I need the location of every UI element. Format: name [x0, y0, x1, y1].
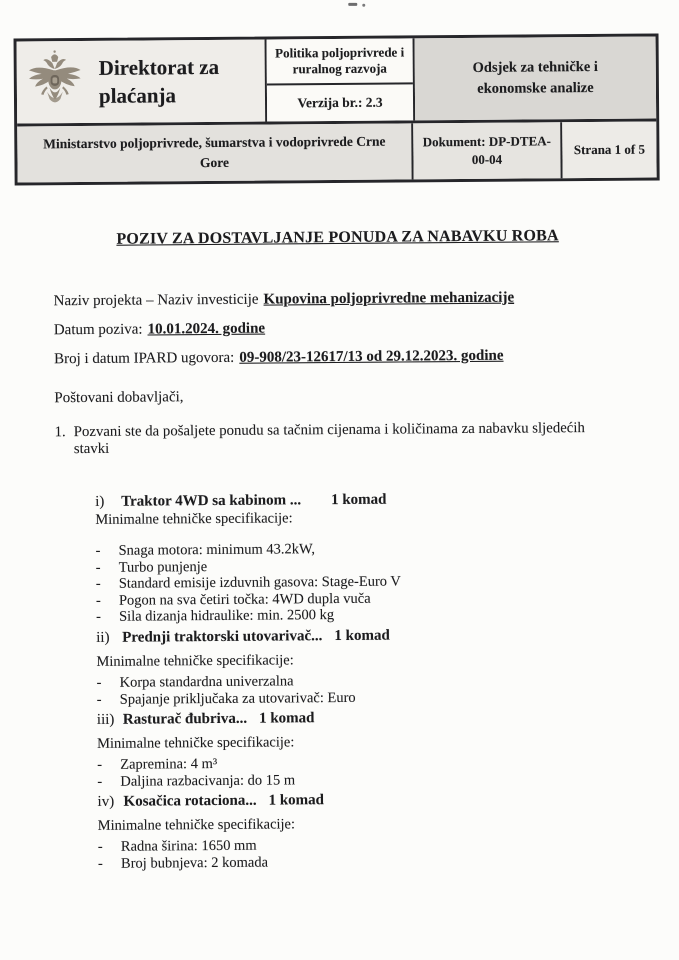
department-line2: ekonomske analize: [477, 79, 594, 97]
item-utovarivac: [96, 626, 626, 708]
project-name-label: Naziv projekta – Naziv investicije: [53, 291, 259, 310]
item-header: [96, 626, 625, 647]
ministry-cell: [17, 123, 413, 182]
coat-of-arms-icon: [25, 46, 86, 118]
item-name: Traktor 4WD sa kabinom ...: [121, 492, 302, 510]
spec-list: [97, 753, 626, 790]
spec-line: - Zapremina: 4 m³: [97, 753, 626, 774]
spec-line: - Broj bubnjeva: 2 komada: [98, 852, 627, 873]
header-table: [14, 33, 660, 185]
policy-cell: [267, 38, 413, 86]
contract-line: [54, 347, 623, 368]
instruction-line: [55, 420, 624, 458]
document-number-cell: [413, 122, 562, 179]
instruction-number: 1.: [54, 424, 66, 441]
spec-label: Minimalne tehničke specifikacije:: [97, 816, 296, 835]
document-number-line1: Dokument: DP-DTEA-: [422, 133, 551, 150]
item-numeral: iii): [96, 711, 115, 729]
department-line1: Odsjek za tehničke i: [472, 58, 598, 76]
policy-version-cell: [267, 38, 416, 121]
item-header: [97, 708, 626, 729]
spec-line: - Turbo punjenje: [96, 555, 625, 576]
item-traktor: [95, 490, 625, 626]
page-number-cell: [562, 122, 656, 179]
ministry-line1: Ministarstvo poljoprivrede, šumarstva i vodoprivrede Crne: [43, 133, 386, 152]
header-row-1: [17, 37, 657, 127]
policy-line1: Politika poljoprivrede i: [275, 44, 405, 61]
salutation: Poštovani dobavljači,: [54, 389, 184, 407]
item-name: Rasturač đubriva...: [122, 710, 248, 728]
org-name-line1: Direktorat za: [98, 54, 220, 80]
document-title: POZIV ZA DOSTAVLJANJE PONUDA ZA NABAVKU ROBA: [116, 227, 559, 248]
call-date-value: 10.01.2024. godine: [147, 320, 266, 338]
spec-line: - Pogon na sva četiri točka: 4WD dupla vuča: [96, 589, 625, 610]
spec-line: - Spajanje priključaka za utovarivač: Euro: [97, 687, 626, 708]
spec-label: Minimalne tehničke specifikacije:: [96, 652, 294, 670]
spec-line: - Korpa standardna univerzalna: [97, 671, 626, 692]
spec-line: - Daljina razbacivanja: do 15 m: [97, 770, 626, 791]
scan-artifact: [348, 3, 357, 6]
items-list: [95, 490, 627, 873]
spec-line: - Sila dizanja hidraulike: min. 2500 kg: [96, 605, 625, 626]
item-quantity: 1 komad: [334, 627, 390, 645]
header-row-2: [17, 122, 656, 183]
item-quantity: 1 komad: [258, 710, 315, 727]
spec-list: [98, 835, 627, 872]
version-cell: [267, 85, 413, 122]
spec-list: [95, 539, 625, 626]
item-quantity: 1 komad: [330, 491, 387, 509]
spec-line: - Radna širina: 1650 mm: [98, 835, 627, 856]
intro-section: [54, 289, 624, 368]
project-name-value: Kupovina poljoprivredne mehanizacije: [263, 289, 515, 308]
page-number-label: Strana 1 of 5: [573, 141, 646, 158]
document-number-line2: 00-04: [471, 151, 503, 167]
project-name-line: [54, 289, 623, 310]
contract-value: 09-908/23-12617/13 od 29.12.2023. godine: [239, 347, 504, 366]
org-cell: [17, 40, 268, 124]
org-name-line2: plaćanja: [98, 83, 177, 108]
ministry-line2: Gore: [199, 154, 230, 171]
spec-list: [97, 671, 626, 708]
item-numeral: ii): [96, 629, 110, 646]
spec-line: - Standard emisije izduvnih gasova: Stage-Euro V: [96, 572, 625, 593]
item-rasturac: [97, 708, 627, 790]
department-cell: [415, 37, 657, 121]
org-name: [99, 53, 220, 111]
spec-line: - Snaga motora: minimum 43.2kW,: [95, 539, 624, 560]
policy-line2: ruralnog razvoja: [292, 60, 387, 77]
instruction-text: Pozvani ste da pošaljete ponudu sa tačnim cijenama i količinama za nabavku sljedećih stavki: [73, 420, 585, 458]
item-name: Prednji traktorski utovarivač...: [122, 628, 323, 646]
document-body: [0, 226, 679, 873]
item-numeral: i): [95, 493, 105, 510]
item-quantity: 1 komad: [268, 792, 325, 809]
version-label: Verzija br.: 2.3: [297, 94, 383, 111]
item-numeral: iv): [97, 794, 115, 811]
item-kosacica: [97, 790, 627, 872]
spec-label: Minimalne tehničke specifikacije:: [97, 734, 295, 753]
item-name: Kosačica rotaciona...: [123, 793, 257, 811]
call-date-label: Datum poziva:: [53, 321, 143, 339]
spec-label: Minimalne tehničke specifikacije:: [95, 510, 293, 528]
item-header: [97, 790, 626, 811]
call-date-line: [54, 318, 623, 339]
contract-label: Broj i datum IPARD ugovora:: [53, 349, 235, 368]
